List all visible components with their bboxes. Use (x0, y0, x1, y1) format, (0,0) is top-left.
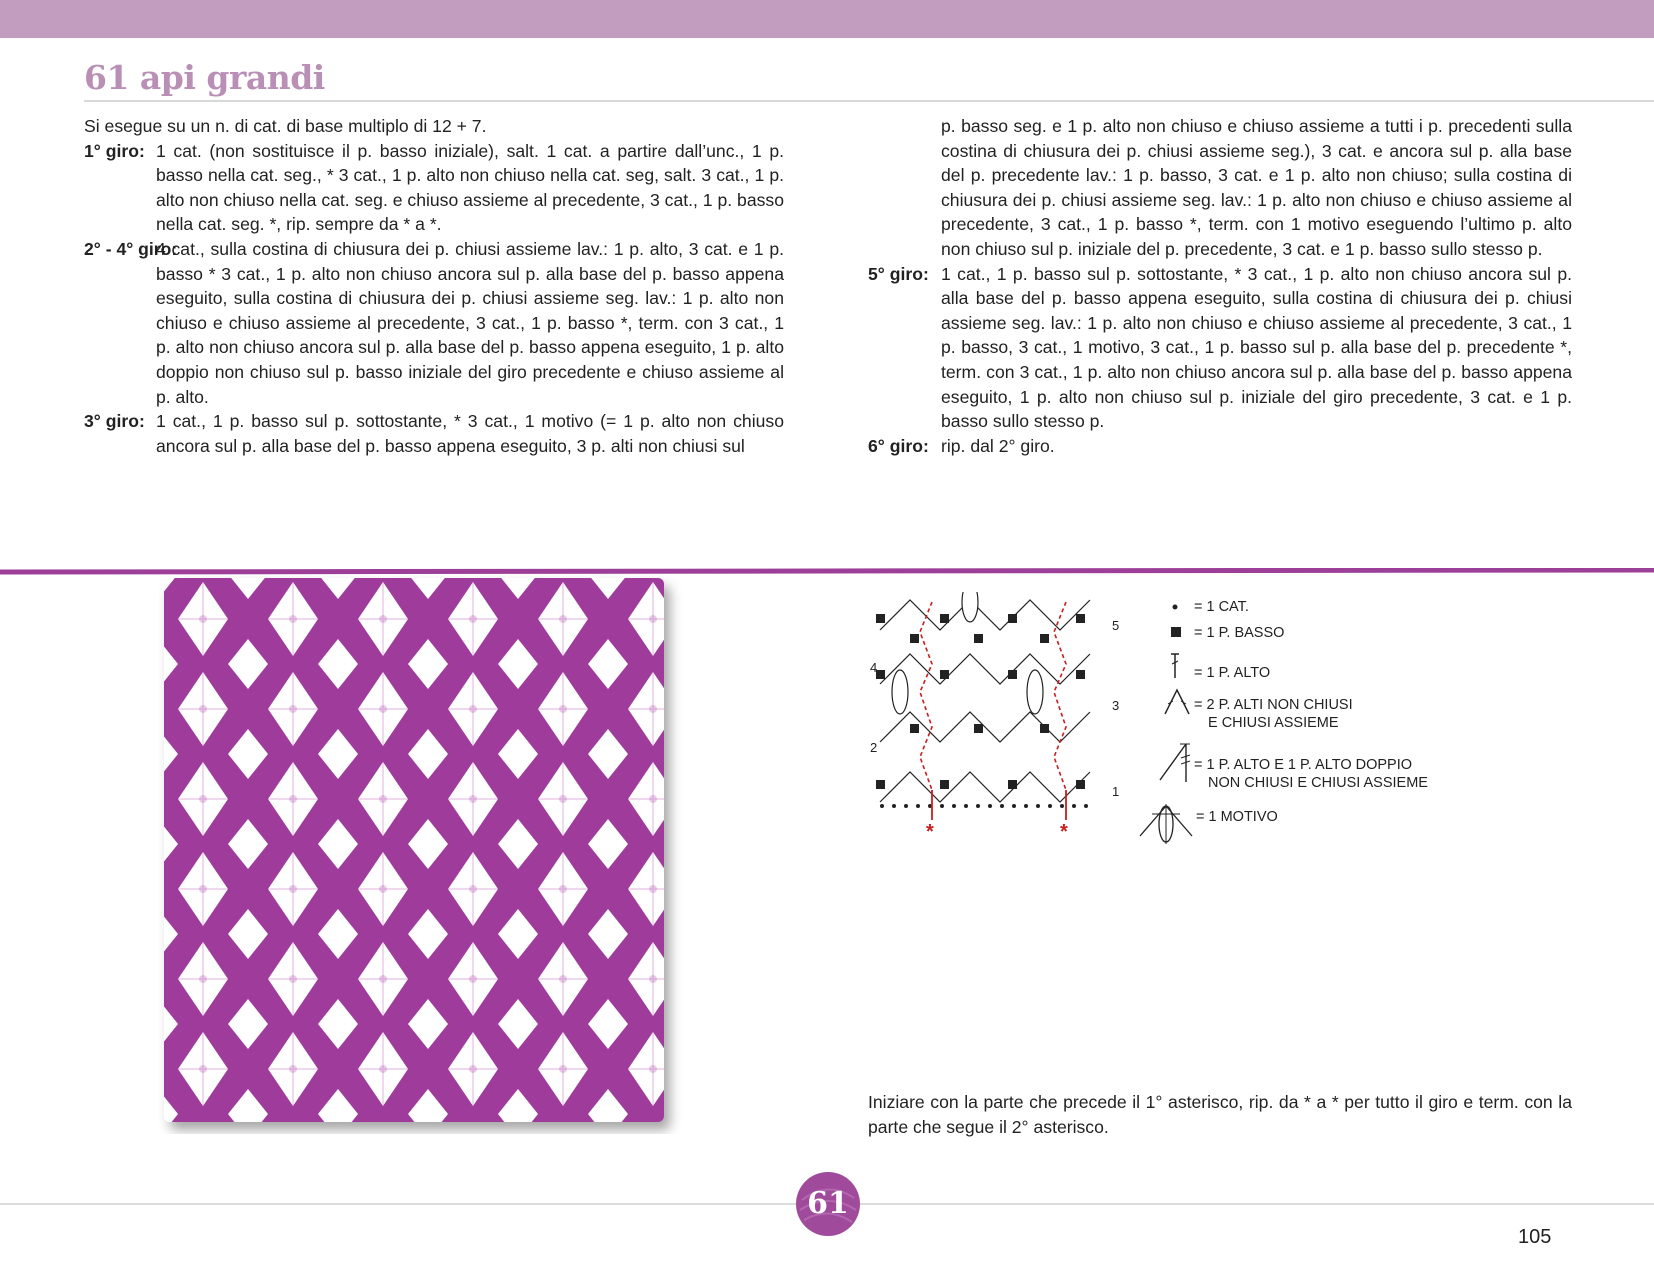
row-text: 1 cat. (non sostituisce il p. basso iniziale), salt. 1 cat. a partire dall’unc., 1 p. basso nella cat. seg., * 3 cat., 1 p. alto non chiuso nella cat. seg, salt. 3 cat., 1 p. alto non chiuso nella cat. seg. e chiuso assieme al precedente, 3 cat., 1 p. basso nella cat. seg. *, rip. sempre da * a *. (156, 140, 784, 235)
legend-dc2tog-label-2: E CHIUSI ASSIEME (1208, 715, 1339, 731)
asterisk-marker: * (926, 821, 934, 842)
row-number: 5 (1112, 618, 1120, 633)
crochet-chart (860, 592, 1130, 842)
instructions-column-left (84, 114, 784, 458)
pattern-title: 61 api grandi (84, 58, 325, 97)
row-instruction-5 (868, 262, 1572, 434)
row-text: p. basso seg. e 1 p. alto non chiuso e chiuso assieme a tutti i p. precedenti sulla costina di chiusura dei p. chiusi assieme seg.), 3 cat. e ancora sul p. alla base del p. precedente lav.: 1 p. basso, 3 cat. e 1 p. alto non chiuso; sulla costina di chiusura dei p. chiusi assieme seg. lav.: 1 p. alto non chiuso e chiuso assieme al precedente, 3 cat., 1 p. basso *, term. con 1 motivo eseguendo l’ultimo p. alto non chiuso sul p. iniziale del p. precedente, 3 cat. e 1 p. basso sullo stesso p. (941, 116, 1572, 259)
legend-dc-tr-tog-label-2: NON CHIUSI E CHIUSI ASSIEME (1208, 775, 1428, 791)
row-text: rip. dal 2° giro. (941, 435, 1055, 456)
chain-dot-icon (1170, 602, 1180, 612)
row-text: 4 cat., sulla costina di chiusura dei p. chiusi assieme lav.: 1 p. alto, 3 cat. e 1 p. basso * 3 cat., 1 p. alto non chiuso ancora sul p. alla base del p. basso appena eseguito, sulla costina di chiusura dei p. chiusi assieme seg. lav.: 1 p. alto non chiuso e chiuso assieme al precedente, 3 cat., 1 p. basso *, term. con 3 cat., 1 p. alto non chiuso ancora sul p. alla base del p. basso appena eseguito, 1 p. alto doppio non chiuso sul p. basso iniziale del giro precedente e chiuso assieme al p. alto. (156, 238, 784, 407)
row-number: 2 (870, 740, 878, 755)
row-number: 4 (870, 660, 878, 675)
row-number: 3 (1112, 698, 1120, 713)
legend-motif-label: = 1 MOTIVO (1196, 809, 1278, 825)
crochet-swatch-photo (158, 574, 698, 1134)
row-label: 2° - 4° giro: (84, 238, 178, 259)
motif-icon (1138, 800, 1194, 846)
row-instruction-6 (868, 434, 1572, 459)
double-crochet-icon (1168, 652, 1182, 680)
legend-chain-label: = 1 CAT. (1194, 599, 1249, 615)
instructions-column-right (868, 114, 1572, 458)
row-text: 1 cat., 1 p. basso sul p. sottostante, * 3 cat., 1 p. alto non chiuso ancora sul p. alla base del p. basso appena eseguito, sulla costina di chiusura dei p. chiusi assieme seg. lav.: 1 p. alto non chiuso e chiuso assieme al precedente, 3 cat., 1 p. basso, 3 cat., 1 motivo, 3 cat., 1 p. basso sul p. alla base del p. precedente *, term. con 3 cat., 1 p. alto non chiuso ancora sul p. alla base del p. basso appena eseguito, 1 p. alto non chiuso sul p. iniziale del giro precedente, 3 cat. e 1 p. basso sullo stesso p. (941, 263, 1572, 432)
dc2tog-icon (1162, 686, 1192, 716)
top-color-band (0, 0, 1654, 38)
legend-dc-tr-tog-label-1: = 1 P. ALTO E 1 P. ALTO DOPPIO (1194, 757, 1413, 773)
legend-double-crochet-label: = 1 P. ALTO (1194, 665, 1271, 681)
row-label: 3° giro: (84, 411, 145, 432)
row-label: 1° giro: (84, 140, 145, 161)
chart-instructions-caption: Iniziare con la parte che precede il 1° asterisco, rip. da * a * per tutto il giro e term. con la parte che segue il 2° asterisco. (868, 1092, 1572, 1137)
legend-dc2tog-label-1: = 2 P. ALTI NON CHIUSI (1194, 697, 1353, 713)
row-instruction-1 (84, 139, 784, 237)
row-instruction-2-4 (84, 237, 784, 409)
page-number: 105 (1518, 1226, 1552, 1248)
row-number: 1 (1112, 784, 1120, 799)
single-crochet-square-icon (1170, 626, 1182, 638)
badge-number: 61 (807, 1186, 849, 1221)
row-label: 6° giro: (868, 435, 929, 456)
row-label: 5° giro: (868, 263, 929, 284)
row-text: 1 cat., 1 p. basso sul p. sottostante, * 3 cat., 1 motivo (= 1 p. alto non chiuso ancora sul p. alla base del p. basso appena eseguito, 3 p. alti non chiusi sul (156, 411, 784, 456)
row-instruction-3 (84, 409, 784, 458)
intro-text: Si esegue su un n. di cat. di base multiplo di 12 + 7. (84, 116, 487, 136)
title-divider (84, 100, 1654, 102)
dc-tr-tog-icon (1156, 740, 1192, 784)
row-instruction-3-continued (868, 114, 1572, 262)
row-label-spacer (868, 114, 941, 262)
legend-single-crochet-label: = 1 P. BASSO (1194, 625, 1285, 641)
asterisk-marker: * (1060, 821, 1068, 842)
